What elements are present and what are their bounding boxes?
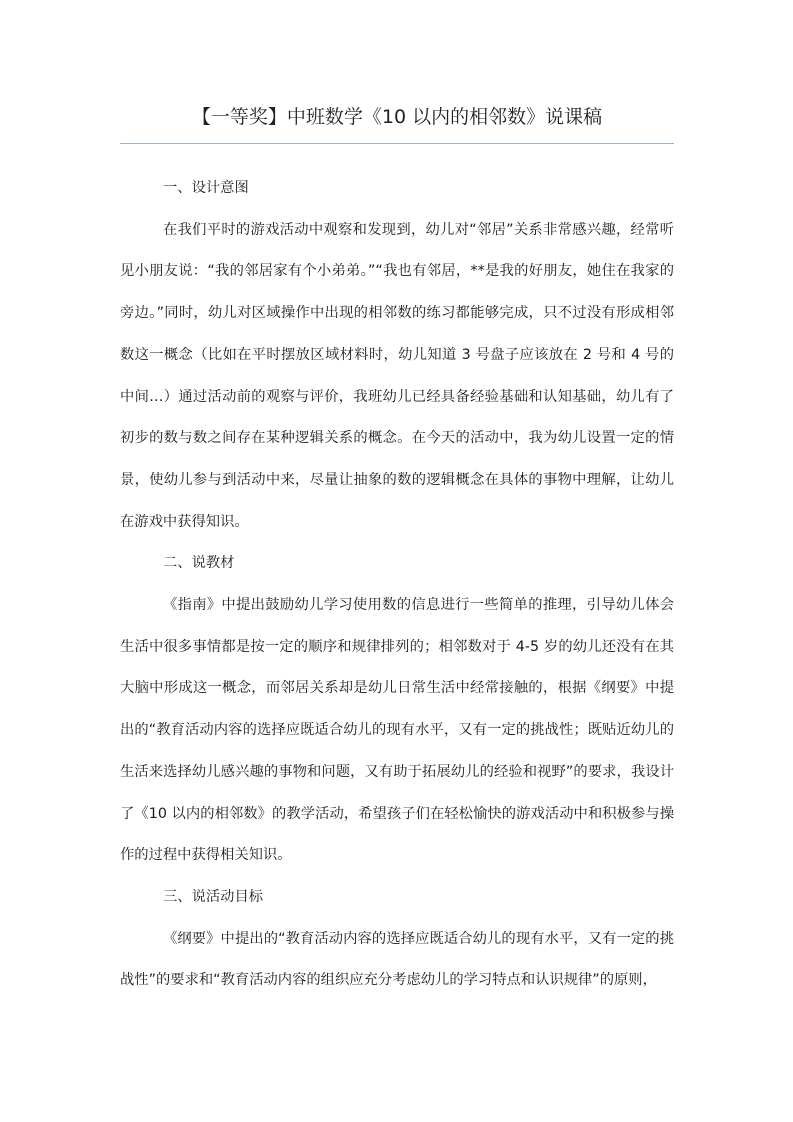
title-divider	[120, 143, 674, 144]
document-body	[120, 168, 674, 1002]
section-paragraph-activity-goals: 《纲要》中提出的“教育活动内容的选择应既适合幼儿的现有水平，又有一定的挑战性”的要求和“教育活动内容的组织应充分考虑幼儿的学习特点和认识规律”的原则，	[120, 930, 674, 989]
section-heading-design-intent: 一、设计意图	[163, 180, 249, 196]
section-paragraph-teaching-material: 《指南》中提出鼓励幼儿学习使用数的信息进行一些简单的推理，引导幼儿体会生活中很多事情都是按一定的顺序和规律排列的；相邻数对于 4-5 岁的幼儿还没有在其大脑中形成这一概念，而邻居关系却是幼儿日常生活中经常接触的，根据《纲要》中提出的“教育活动内容的选择应既适合幼儿的现有水平，又有一定的挑战性；既贴近幼儿的生活来选择幼儿感兴趣的事物和问题，又有助于拓展幼儿的经验和视野”的要求，我设计了《10 以内的相邻数》的教学活动，希望孩子们在轻松愉快的游戏活动中和积极参与操作的过程中获得相关知识。	[120, 597, 674, 864]
section-paragraph-design-intent: 在我们平时的游戏活动中观察和发现到，幼儿对“邻居”关系非常感兴趣，经常听见小朋友说：“我的邻居家有个小弟弟。”“我也有邻居，**是我的好朋友，她住在我家的旁边。”同时，幼儿对区域操作中出现的相邻数的练习都能够完成，只不过没有形成相邻数这一概念（比如在平时摆放区域材料时，幼儿知道 3 号盘子应该放在 2 号和 4 号的中间…）通过活动前的观察与评价，我班幼儿已经具备经验基础和认知基础，幼儿有了初步的数与数之间存在某种逻辑关系的概念。在今天的活动中，我为幼儿设置一定的情景，使幼儿参与到活动中来，尽量让抽象的数的逻辑概念在具体的事物中理解，让幼儿在游戏中获得知识。	[120, 221, 674, 530]
document-title: 【一等奖】中班数学《10 以内的相邻数》说课稿	[191, 106, 603, 128]
section-heading-teaching-material: 二、说教材	[163, 555, 235, 572]
section-heading-activity-goals: 三、说活动目标	[163, 888, 264, 905]
